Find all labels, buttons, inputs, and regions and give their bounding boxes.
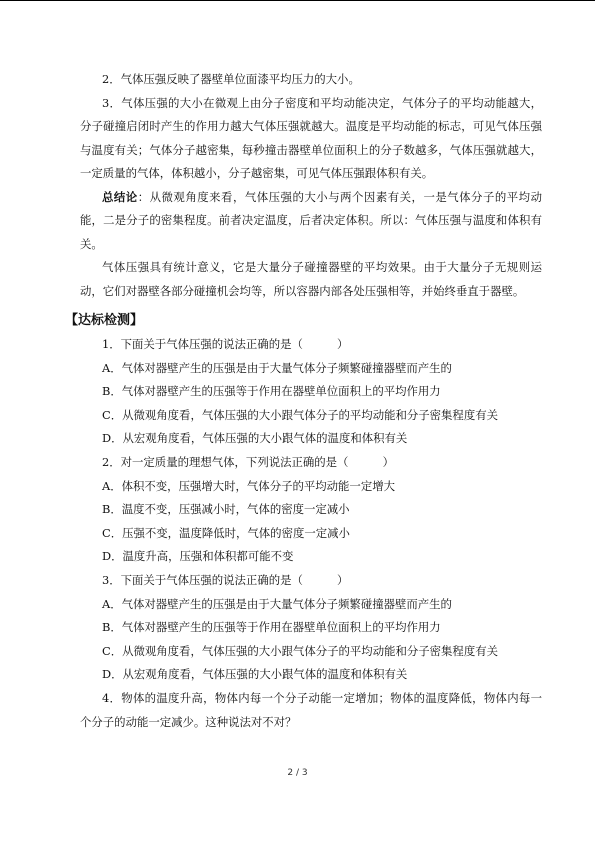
option-a: A．气体对器壁产生的压强是由于大量气体分子频繁碰撞器壁而产生的 — [102, 360, 452, 375]
closing-paragraph: 气体压强具有统计意义，它是大量分子碰撞器壁的平均效果。由于大量分子无规则运动，它们对器壁各部分碰撞机会均等，所以容器内部各处压强相等，并始终垂直于器壁。 — [80, 260, 542, 298]
question-stem: 1．下面关于气体压强的说法正确的是（ ） — [102, 337, 349, 351]
conclusion-lead: 总结论 — [102, 189, 138, 204]
conclusion-text: ：从微观角度来看，气体压强的大小与两个因素有关，一是气体分子的平均动能，二是分子的密集程度。前者决定温度，后者决定体积。所以：气体压强与温度和体积有关。 — [80, 189, 542, 251]
question-2 — [80, 451, 542, 569]
question-stem: 3．下面关于气体压强的说法正确的是（ ） — [102, 572, 349, 587]
option-c: C．压强不变，温度降低时，气体的密度一定减小 — [102, 525, 350, 540]
question-stem: 2．对一定质量的理想气体，下列说法正确的是（ ） — [102, 454, 395, 469]
option-b: B．温度不变，压强减小时，气体的密度一定减小 — [102, 502, 350, 517]
option-d: D．温度升高，压强和体积都可能不变 — [102, 549, 294, 564]
option-b: B．气体对器壁产生的压强等于作用在器壁单位面积上的平均作用力 — [102, 384, 441, 399]
option-c: C．从微观角度看，气体压强的大小跟气体分子的平均动能和分子密集程度有关 — [102, 407, 498, 422]
question-3 — [80, 569, 542, 687]
question-4: 4．物体的温度升高，物体内每一个分子动能一定增加；物体的温度降低，物体内每一个分子的动能一定减少。这种说法对不对？ — [80, 690, 542, 729]
page-number: 2 / 3 — [287, 768, 308, 778]
option-d: D．从宏观角度看，气体压强的大小跟气体的温度和体积有关 — [102, 667, 408, 682]
option-d: D．从宏观角度看，气体压强的大小跟气体的温度和体积有关 — [102, 431, 408, 446]
paragraph-point-2: 2．气体压强反映了器壁单位面漆平均压力的大小。 — [102, 72, 360, 86]
question-1 — [80, 333, 542, 451]
option-c: C．从微观角度看，气体压强的大小跟气体分子的平均动能和分子密集程度有关 — [102, 643, 498, 658]
document-body — [65, 68, 542, 734]
section-heading: 【达标检测】 — [65, 313, 144, 328]
option-a: A．体积不变，压强增大时，气体分子的平均动能一定增大 — [102, 478, 395, 493]
option-a: A．气体对器壁产生的压强是由于大量气体分子频繁碰撞器壁而产生的 — [102, 596, 452, 611]
paragraph-point-3: 3．气体压强的大小在微观上由分子密度和平均动能决定，气体分子的平均动能越大，分子碰撞启闭时产生的作用力越大气体压强就越大。温度是平均动能的标志，可见气体压强与温度有关；气体分子越密集，每秒撞击器壁单位面积上的分子数越多，气体压强就越大，一定质量的气体，体积越小，分子越密集，可见气体压强跟体积有关。 — [80, 95, 542, 180]
option-b: B．气体对器壁产生的压强等于作用在器壁单位面积上的平均作用力 — [102, 620, 441, 635]
conclusion-paragraph — [80, 186, 542, 257]
top-rule — [0, 0, 595, 1]
